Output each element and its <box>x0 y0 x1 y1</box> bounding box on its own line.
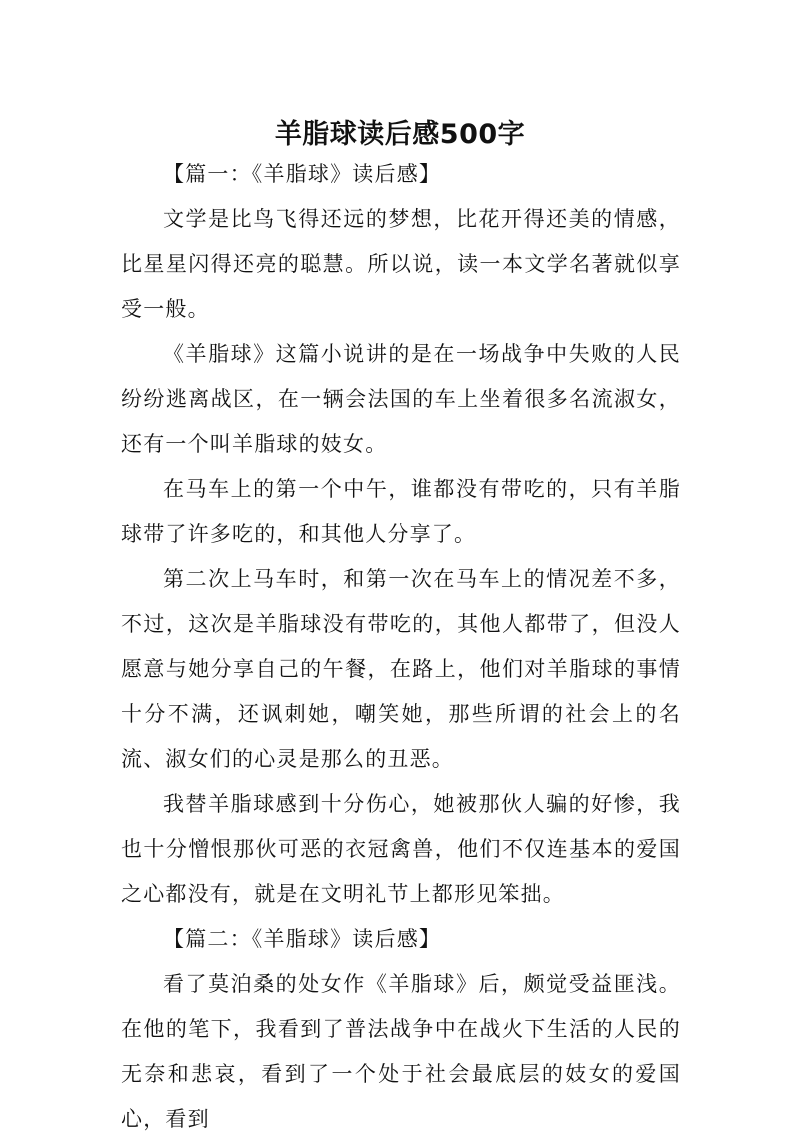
paragraph: 第二次上马车时，和第一次在马车上的情况差不多，不过，这次是羊脂球没有带吃的，其他人都带了，但没人愿意与她分享自己的午餐，在路上，他们对羊脂球的事情十分不满，还讽刺她，嘲笑她，那些所谓的社会上的名流、淑女们的心灵是那么的丑恶。 <box>121 567 681 771</box>
document-title: 羊脂球读后感500字 <box>274 119 526 151</box>
paragraph: 文学是比鸟飞得还远的梦想，比花开得还美的情感，比星星闪得还亮的聪慧。所以说，读一本文学名著就似享受一般。 <box>121 207 681 321</box>
section-heading: 【篇一：《羊脂球》读后感】 <box>163 162 442 186</box>
section-heading: 【篇二：《羊脂球》读后感】 <box>163 927 442 951</box>
document-body <box>121 152 681 1142</box>
paragraph: 《羊脂球》这篇小说讲的是在一场战争中失败的人民纷纷逃离战区，在一辆会法国的车上坐着很多名流淑女，还有一个叫羊脂球的妓女。 <box>121 342 681 456</box>
paragraph: 我替羊脂球感到十分伤心，她被那伙人骗的好惨，我也十分憎恨那伙可恶的衣冠禽兽，他们不仅连基本的爱国之心都没有，就是在文明礼节上都形见笨拙。 <box>121 792 681 906</box>
paragraph: 在马车上的第一个中午，谁都没有带吃的，只有羊脂球带了许多吃的，和其他人分享了。 <box>121 477 681 546</box>
paragraph: 看了莫泊桑的处女作《羊脂球》后，颇觉受益匪浅。在他的笔下，我看到了普法战争中在战火下生活的人民的无奈和悲哀，看到了一个处于社会最底层的妓女的爱国心，看到 <box>121 972 681 1131</box>
